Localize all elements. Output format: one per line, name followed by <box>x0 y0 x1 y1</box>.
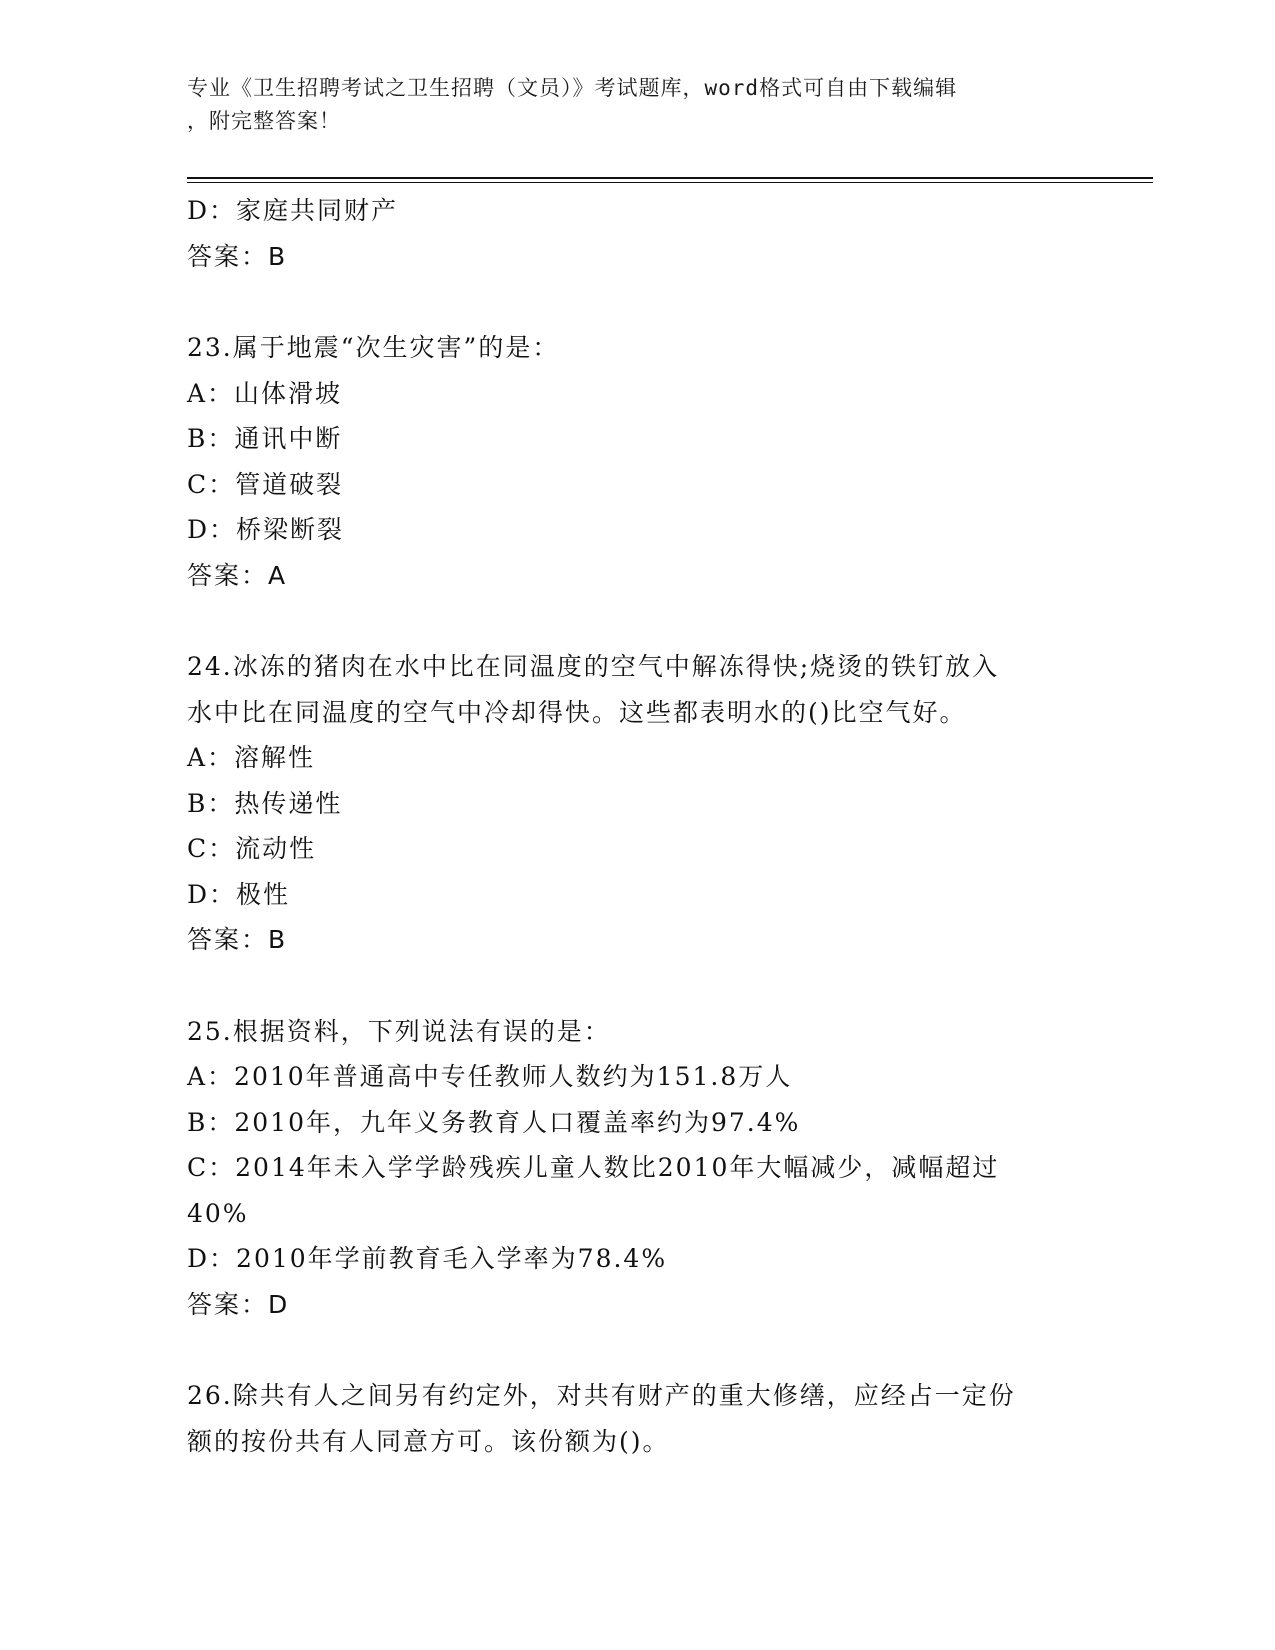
question-24 <box>187 644 1087 963</box>
option-c-continued: 40% <box>187 1198 249 1228</box>
answer-line: 答案：B <box>187 241 288 271</box>
option-b: B：2010年，九年义务教育人口覆盖率约为97.4% <box>187 1107 801 1137</box>
question-content <box>187 188 1087 1464</box>
header-divider-thin <box>187 182 1153 183</box>
header-divider-thick <box>187 177 1153 179</box>
option-c: C：2014年未入学学龄残疾儿童人数比2010年大幅减少，减幅超过 <box>187 1153 1000 1182</box>
question-title: 25.根据资料，下列说法有误的是： <box>187 1016 611 1046</box>
option-d: D：极性 <box>187 879 291 909</box>
header-line-1: 专业《卫生招聘考试之卫生招聘（文员）》考试题库，word格式可自由下载编辑 <box>187 76 958 100</box>
header-line-2: ，附完整答案！ <box>187 109 341 133</box>
option-c: C：流动性 <box>187 834 317 863</box>
option-c: C：管道破裂 <box>187 469 344 499</box>
answer-line: 答案：D <box>187 1289 290 1319</box>
question-25 <box>187 1009 1087 1328</box>
option-b: B：通讯中断 <box>187 424 343 453</box>
answer-line: 答案：B <box>187 925 288 954</box>
question-title-line-2: 水中比在同温度的空气中冷却得快。这些都表明水的()比空气好。 <box>187 697 967 727</box>
document-header <box>187 72 1067 138</box>
option-a: A：溶解性 <box>187 743 316 772</box>
option-a: A：2010年普通高中专任教师人数约为151.8万人 <box>187 1062 793 1091</box>
question-title-line-2: 额的按份共有人同意方可。该份额为()。 <box>187 1426 670 1456</box>
option-d: D：2010年学前教育毛入学率为78.4% <box>187 1244 668 1273</box>
previous-question-tail <box>187 188 1087 279</box>
question-26 <box>187 1373 1087 1464</box>
question-title-line-1: 24.冰冻的猪肉在水中比在同温度的空气中解冻得快;烧烫的铁钉放入 <box>187 652 1000 681</box>
answer-line: 答案：A <box>187 560 288 590</box>
option-b: B：热传递性 <box>187 788 343 818</box>
question-title-line-1: 26.除共有人之间另有约定外，对共有财产的重大修缮，应经占一定份 <box>187 1381 1016 1410</box>
option-d: D：桥梁断裂 <box>187 515 345 544</box>
option-d: D：家庭共同财产 <box>187 196 399 225</box>
option-a: A：山体滑坡 <box>187 378 343 408</box>
question-23 <box>187 325 1087 598</box>
question-title: 23.属于地震“次生灾害”的是： <box>187 333 560 362</box>
